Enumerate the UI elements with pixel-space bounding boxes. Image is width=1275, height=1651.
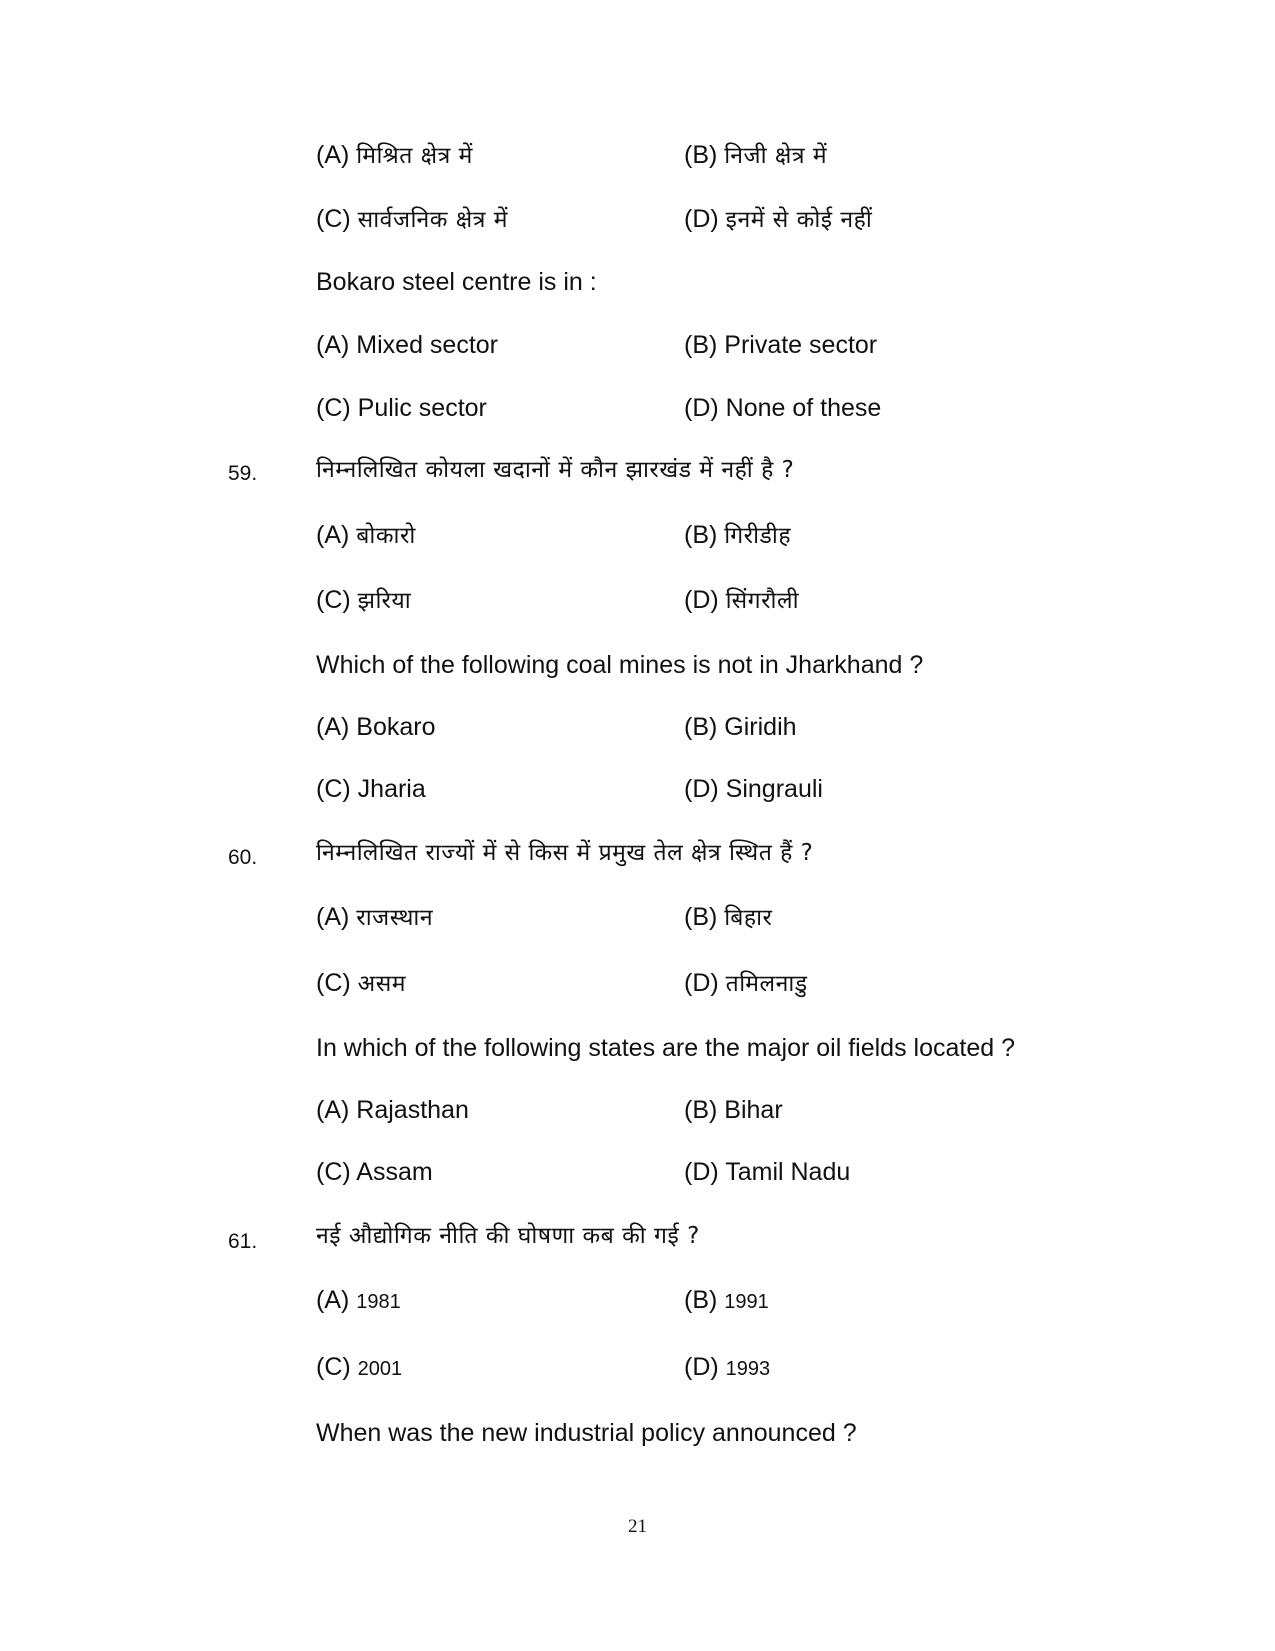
q61-option-c (316, 1350, 402, 1386)
option-text: गिरीडीह (724, 523, 792, 549)
option-text: राजस्थान (356, 905, 434, 931)
q61-option-d (684, 1350, 770, 1386)
option-label: (B) (684, 903, 718, 931)
option-label: (D) (684, 1353, 719, 1381)
option-label: (B) (684, 713, 718, 741)
q60-option-d-en (684, 1155, 850, 1189)
option-text: Rajasthan (356, 1096, 469, 1124)
q60-option-a-en (316, 1093, 469, 1127)
option-text: मिश्रित क्षेत्र में (356, 143, 473, 169)
option-text: सिंगरौली (725, 588, 800, 614)
q58-option-b-hi (684, 138, 827, 173)
question-number: 59. (228, 462, 258, 485)
option-label: (B) (684, 141, 718, 169)
option-label: (D) (684, 394, 719, 422)
q58-question-en: Bokaro steel centre is in : (316, 268, 597, 296)
option-text: Assam (356, 1158, 433, 1186)
option-text: बिहार (724, 905, 773, 931)
option-label: (A) (316, 1096, 350, 1124)
option-label: (D) (684, 1158, 719, 1186)
q59-option-b-hi (684, 518, 791, 553)
option-text: Bihar (724, 1096, 783, 1124)
q58-option-a-en (316, 328, 498, 362)
q59-question-hi: निम्नलिखित कोयला खदानों में कौन झारखंड में नहीं है ? (316, 457, 795, 483)
q60-option-d-hi (684, 966, 808, 1001)
option-text: सार्वजनिक क्षेत्र में (357, 207, 508, 233)
q60-question-en: In which of the following states are the major oil fields located ? (316, 1034, 1015, 1062)
option-text: Bokaro (356, 713, 436, 741)
option-label: (D) (684, 969, 719, 997)
option-text: बोकारो (356, 523, 416, 549)
option-text: झरिया (357, 588, 412, 614)
q60-option-b-hi (684, 900, 772, 935)
option-text: Tamil Nadu (725, 1158, 851, 1186)
option-label: (D) (684, 586, 719, 614)
q61-question-en: When was the new industrial policy announced ? (316, 1419, 857, 1447)
q60-option-b-en (684, 1093, 783, 1127)
q58-option-d-hi (684, 202, 872, 237)
option-text: 1991 (724, 1291, 769, 1313)
option-text: तमिलनाडु (725, 971, 808, 997)
option-label: (A) (316, 1286, 350, 1314)
option-text: None of these (725, 394, 882, 422)
option-label: (C) (316, 586, 351, 614)
q59-option-b-en (684, 710, 797, 744)
option-label: (B) (684, 331, 718, 359)
option-label: (C) (316, 1158, 351, 1186)
q59-option-d-hi (684, 583, 799, 618)
q61-question-hi: नई औद्योगिक नीति की घोषणा कब की गई ? (316, 1223, 700, 1249)
q59-option-d-en (684, 772, 823, 806)
option-label: (B) (684, 521, 718, 549)
q59-option-a-hi (316, 518, 416, 553)
option-text: निजी क्षेत्र में (724, 143, 828, 169)
q59-option-a-en (316, 710, 436, 744)
q61-option-a (316, 1283, 401, 1319)
q60-question-hi: निम्नलिखित राज्यों में से किस में प्रमुख तेल क्षेत्र स्थित हैं ? (316, 840, 814, 866)
q59-option-c-hi (316, 583, 411, 618)
q61-option-b (684, 1283, 769, 1319)
option-label: (A) (316, 903, 350, 931)
option-text: Mixed sector (356, 331, 498, 359)
option-text: Pulic sector (357, 394, 487, 422)
question-number: 61. (228, 1230, 258, 1253)
q58-option-d-en (684, 391, 881, 425)
option-text: 2001 (357, 1358, 403, 1380)
option-label: (A) (316, 141, 350, 169)
option-label: (B) (684, 1096, 718, 1124)
option-text: असम (357, 971, 407, 997)
option-label: (C) (316, 205, 351, 233)
q58-option-a-hi (316, 138, 473, 173)
option-text: इनमें से कोई नहीं (725, 207, 873, 233)
option-label: (A) (316, 331, 350, 359)
option-label: (C) (316, 394, 351, 422)
option-label: (D) (684, 205, 719, 233)
option-text: 1981 (356, 1291, 401, 1313)
page-number: 21 (628, 1516, 647, 1537)
q60-option-a-hi (316, 900, 433, 935)
option-label: (A) (316, 713, 350, 741)
option-text: Singrauli (725, 775, 823, 803)
q59-question-en: Which of the following coal mines is not in Jharkhand ? (316, 651, 924, 679)
option-text: Giridih (724, 713, 797, 741)
q58-option-c-hi (316, 202, 508, 237)
q58-option-b-en (684, 328, 877, 362)
option-label: (A) (316, 521, 350, 549)
option-text: Private sector (724, 331, 878, 359)
option-label: (B) (684, 1286, 718, 1314)
q60-option-c-hi (316, 966, 406, 1001)
q58-option-c-en (316, 391, 487, 425)
option-label: (C) (316, 1353, 351, 1381)
question-number: 60. (228, 846, 258, 869)
option-label: (D) (684, 775, 719, 803)
option-label: (C) (316, 775, 351, 803)
q60-option-c-en (316, 1155, 433, 1189)
option-text: Jharia (357, 775, 426, 803)
q59-option-c-en (316, 772, 426, 806)
option-label: (C) (316, 969, 351, 997)
option-text: 1993 (725, 1358, 771, 1380)
